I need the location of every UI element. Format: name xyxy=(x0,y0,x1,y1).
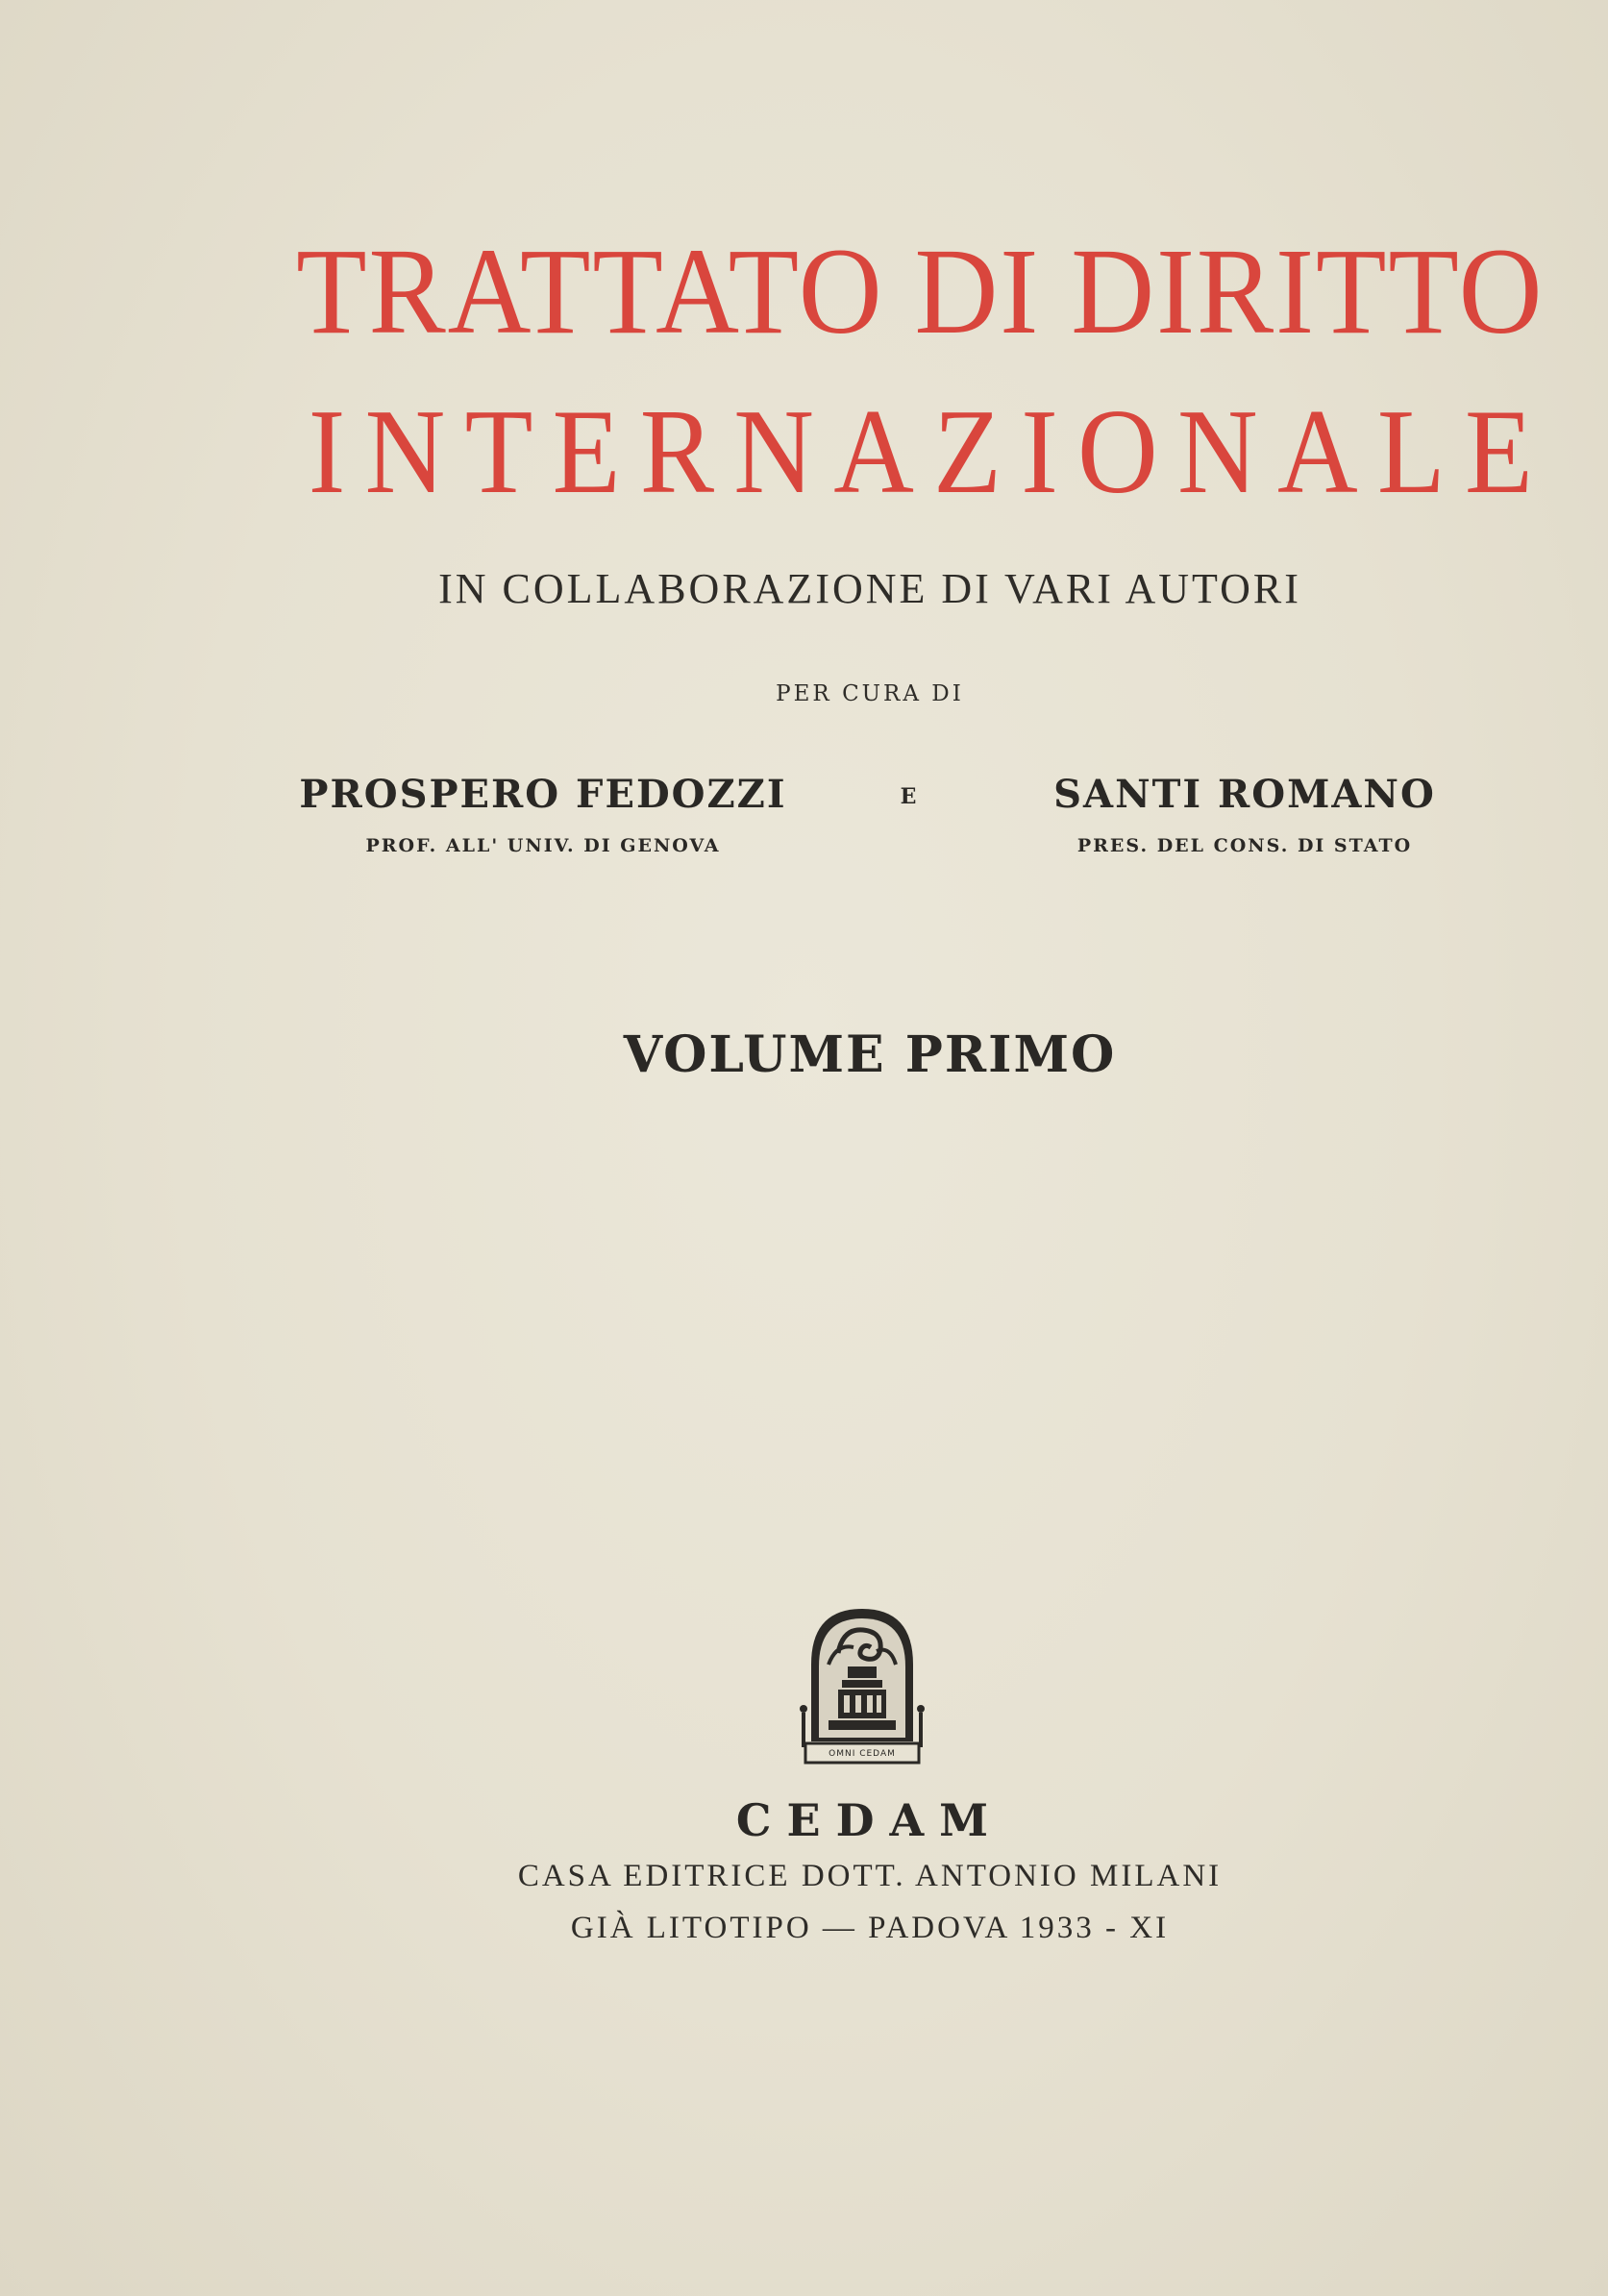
publisher-line-1: CASA EDITRICE DOTT. ANTONIO MILANI xyxy=(517,1859,1223,1893)
editor-role: PROF. ALL' UNIV. DI GENOVA xyxy=(365,835,721,856)
editor-left xyxy=(288,770,798,858)
logo-lettering: OMNI CEDAM xyxy=(829,1749,896,1759)
editor-right xyxy=(1043,770,1447,858)
publisher-logo xyxy=(800,1597,925,1768)
title-line-2: INTERNAZIONALE xyxy=(308,385,1553,519)
per-cura-label: PER CURA DI xyxy=(776,681,964,706)
editor-name: SANTI ROMANO xyxy=(1053,772,1436,817)
editor-role: PRES. DEL CONS. DI STATO xyxy=(1076,835,1413,856)
publisher-line-2: GIÀ LITOTIPO — PADOVA 1933 - XI xyxy=(570,1911,1170,1945)
volume-label: VOLUME PRIMO xyxy=(623,1025,1117,1084)
publisher-name: CEDAM xyxy=(735,1794,1004,1846)
cedam-mark-icon xyxy=(800,1597,925,1768)
editor-conjunction: E xyxy=(900,784,917,809)
title-line-1: TRATTATO DI DIRITTO xyxy=(296,223,1545,359)
subtitle: IN COLLABORAZIONE DI VARI AUTORI xyxy=(438,565,1301,612)
editor-name: PROSPERO FEDOZZI xyxy=(299,772,787,817)
